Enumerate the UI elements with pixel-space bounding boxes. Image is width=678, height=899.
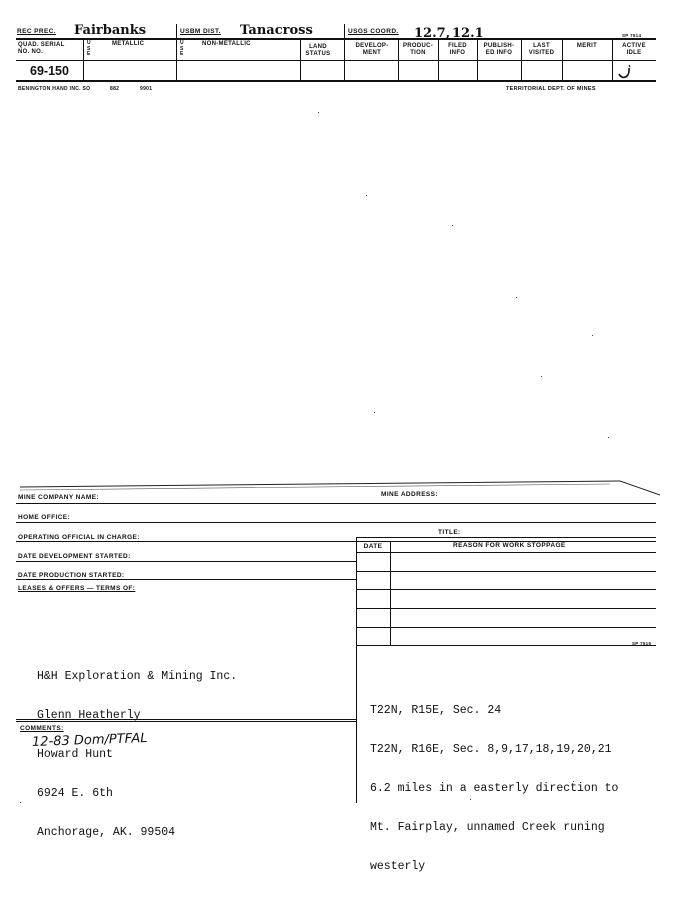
divider — [344, 24, 345, 81]
usgs-coord-value-1: 12.7, — [414, 26, 451, 41]
col-use-b: U S E — [180, 40, 184, 57]
col-land-status: LAND STATUS — [305, 44, 331, 57]
form-code-top: SP 7514 — [622, 33, 642, 38]
owner-address-block — [37, 644, 237, 865]
rec-prec-label: REC PREC. — [17, 28, 56, 35]
owner-line: Glenn Heatherly — [37, 709, 141, 722]
col-active-idle: ACTIVE IDLE — [622, 43, 646, 56]
divider — [356, 537, 357, 803]
location-line: 6.2 miles in a easterly direction to — [370, 782, 619, 795]
owner-line: Anchorage, AK. 99504 — [37, 826, 176, 839]
rule — [356, 571, 656, 572]
col-merit: MERIT — [576, 43, 598, 49]
mine-company-name-label: MINE COMPANY NAME: — [18, 494, 99, 501]
divider — [176, 24, 177, 81]
col-production: PRODUC- TION — [402, 43, 434, 56]
date-column-header: DATE — [363, 543, 383, 550]
rule — [356, 537, 656, 538]
rule — [16, 81, 656, 82]
rule — [16, 522, 656, 523]
rule — [356, 645, 656, 646]
comments-label: COMMENTS: — [20, 725, 64, 732]
divider — [83, 39, 84, 81]
usgs-coord-value-2: 12.1 — [452, 26, 484, 41]
printer-credit: BENINGTON HAND INC. SO — [18, 86, 91, 92]
usbm-dist-label: USBM DIST. — [180, 28, 221, 35]
col-filed-info: FILED INFO — [448, 43, 467, 56]
form-code-bottom: SP 7515 — [632, 641, 652, 646]
rule — [356, 552, 656, 553]
rule — [16, 561, 356, 562]
owner-line: H&H Exploration & Mining Inc. — [37, 670, 238, 683]
owner-line: Howard Hunt — [37, 748, 113, 761]
comments-value: 12-83 Dom/PTFAL — [31, 730, 148, 751]
printer-code-1: 882 — [110, 86, 120, 92]
home-office-label: HOME OFFICE: — [18, 514, 71, 521]
department-name: TERRITORIAL DEPT. OF MINES — [506, 86, 596, 92]
col-use-a: U S E — [87, 40, 91, 57]
rule — [16, 503, 656, 504]
rule — [16, 721, 356, 722]
col-quad-serial: QUAD. SERIAL NO. NO. — [18, 42, 65, 55]
col-published-info: PUBLISH- ED INFO — [483, 43, 515, 56]
rule — [16, 39, 656, 40]
rule — [16, 579, 356, 580]
printer-code-2: 9901 — [140, 86, 153, 92]
location-line: T22N, R16E, Sec. 8,9,17,18,19,20,21 — [370, 743, 612, 756]
location-block — [370, 678, 618, 899]
rule — [16, 60, 656, 61]
date-production-label: DATE PRODUCTION STARTED: — [18, 572, 125, 579]
divider — [390, 541, 391, 646]
col-metallic: METALLIC — [112, 41, 145, 47]
leases-offers-label: LEASES & OFFERS — TERMS OF: — [18, 585, 136, 592]
serial-number: 69-150 — [30, 64, 69, 78]
rule — [16, 719, 356, 720]
col-development: DEVELOP- MENT — [355, 43, 389, 56]
rule — [356, 608, 656, 609]
mine-address-label: MINE ADDRESS: — [381, 491, 438, 498]
owner-line: 6924 E. 6th — [37, 787, 113, 800]
col-non-metallic: NON-METALLIC — [202, 41, 251, 47]
date-development-label: DATE DEVELOPMENT STARTED: — [18, 553, 131, 560]
location-line: T22N, R15E, Sec. 24 — [370, 704, 502, 717]
usgs-coord-label: USGS COORD. — [348, 28, 399, 35]
title-label: TITLE: — [438, 529, 461, 536]
location-line: westerly — [370, 860, 426, 873]
rule — [356, 627, 656, 628]
rule — [356, 589, 656, 590]
card-edge — [0, 470, 678, 500]
reason-column-header: REASON FOR WORK STOPPAGE — [453, 542, 566, 549]
operating-official-label: OPERATING OFFICIAL IN CHARGE: — [18, 534, 140, 541]
rec-prec-value: Fairbanks — [74, 23, 147, 38]
checkmark-icon — [616, 62, 636, 80]
col-last-visited: LAST VISITED — [528, 43, 555, 56]
location-line: Mt. Fairplay, unnamed Creek runing — [370, 821, 605, 834]
usbm-dist-value: Tanacross — [240, 23, 313, 38]
